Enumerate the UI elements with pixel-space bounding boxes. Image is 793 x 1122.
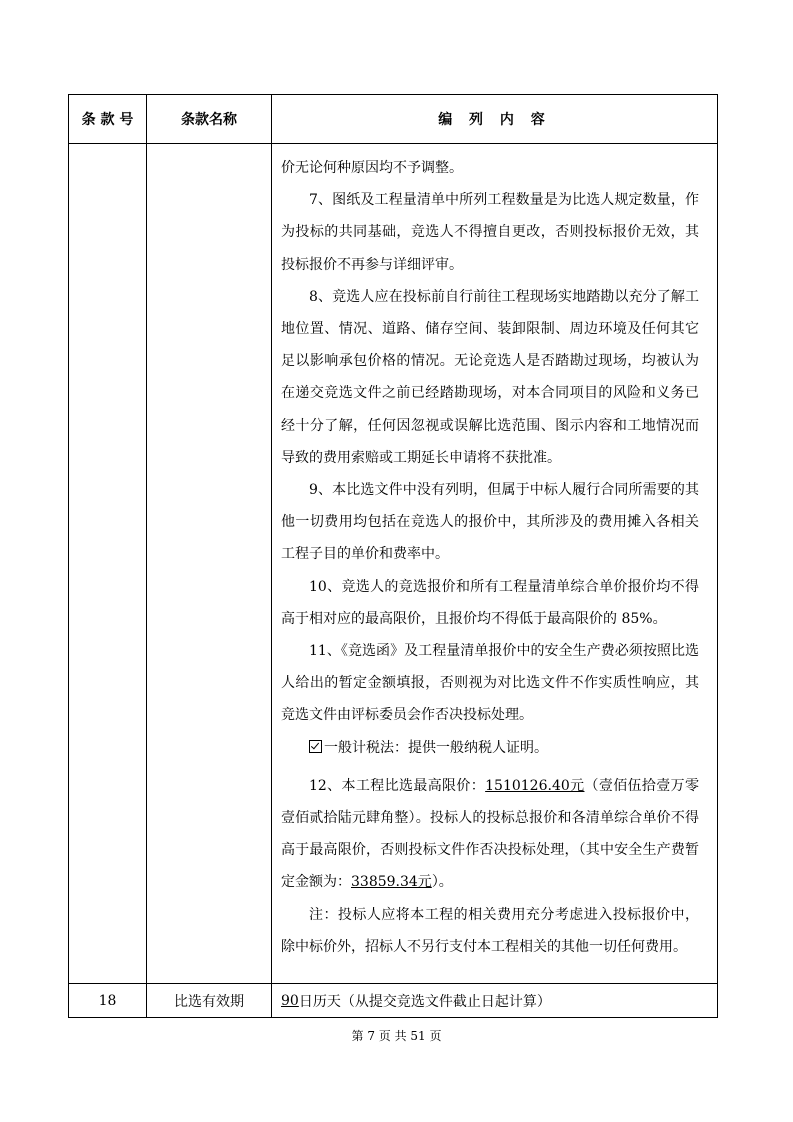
table-header-row	[69, 95, 717, 144]
validity-days: 90	[281, 993, 299, 1009]
max-price-amount: 1510126.40元	[485, 777, 585, 794]
paragraph-item-9: 9、本比选文件中没有列明，但属于中标人履行合同所需要的其他一切费用均包括在竞选人的报价中，其所涉及的费用摊入各相关工程子目的单价和费率中。	[281, 482, 699, 563]
paragraph-item-11: 11、《竞选函》及工程量清单报价中的安全生产费必须按照比选人给出的暂定金额填报，否则视为对比选文件不作实质性响应，其竞选文件由评标委员会作否决投标处理。	[281, 643, 699, 724]
header-content: 编 列 内 容	[438, 112, 551, 128]
paragraph-continued: 价无论何种原因均不予调整。	[281, 160, 463, 176]
checked-checkbox-icon	[309, 740, 322, 753]
item-12-text-c: ）。	[431, 874, 453, 891]
clause-table	[68, 94, 718, 1018]
row18-clause-name: 比选有效期	[174, 994, 244, 1010]
page-number-footer: 第 7 页 共 51 页	[351, 1029, 442, 1043]
validity-description: 日历天（从提交竞选文件截止日起计算）	[298, 994, 551, 1010]
table-row-18	[69, 983, 717, 1018]
header-clause-name: 条款名称	[181, 112, 237, 128]
paragraph-item-10: 10、竞选人的竞选报价和所有工程量清单综合单价报价均不得高于相对应的最高限价，且报价均不得低于最高限价的 85%。	[281, 578, 699, 627]
column-divider	[271, 95, 272, 1017]
paragraph-item-7: 7、图纸及工程量清单中所列工程数量是为比选人规定数量，作为投标的共同基础，竞选人不得擅自更改，否则投标报价无效，其投标报价不再参与详细评审。	[281, 192, 699, 273]
column-divider	[146, 95, 147, 1017]
row18-content	[281, 984, 711, 1018]
content-cell	[281, 152, 705, 963]
safety-fee-amount: 33859.34元	[351, 874, 432, 891]
tax-option	[281, 732, 705, 764]
item-12-text-a: 12、本工程比选最高限价：	[309, 777, 486, 794]
paragraph-note: 注：投标人应将本工程的相关费用充分考虑进入投标报价中，除中标价外，招标人不另行支付本工程相关的其他一切任何费用。	[281, 906, 699, 955]
row18-clause-no: 18	[98, 993, 117, 1009]
tax-option-label: 一般计税法：提供一般纳税人证明。	[324, 739, 548, 756]
paragraph-item-12	[281, 770, 705, 899]
paragraph-item-8: 8、竞选人应在投标前自行前往工程现场实地踏勘以充分了解工地位置、情况、道路、储存空间、装卸限制、周边环境及任何其它足以影响承包价格的情况。无论竞选人是否踏勘过现场，均被认为在递交竞选文件之前已经踏勘现场，对本合同项目的风险和义务已经十分了解，任何因忽视或误解比选范围、图示内容和工地情况而导致的费用索赔或工期延长申请将不获批准。	[281, 288, 699, 466]
item-12-text-b: （壹佰伍拾壹万零壹佰贰拾陆元肆角整）。投标人的投标总报价和各清单综合单价不得高于最高限价，否则投标文件作否决投标处理，（其中安全生产费暂定金额为：	[281, 777, 699, 891]
header-clause-no: 条 款 号	[81, 112, 134, 128]
